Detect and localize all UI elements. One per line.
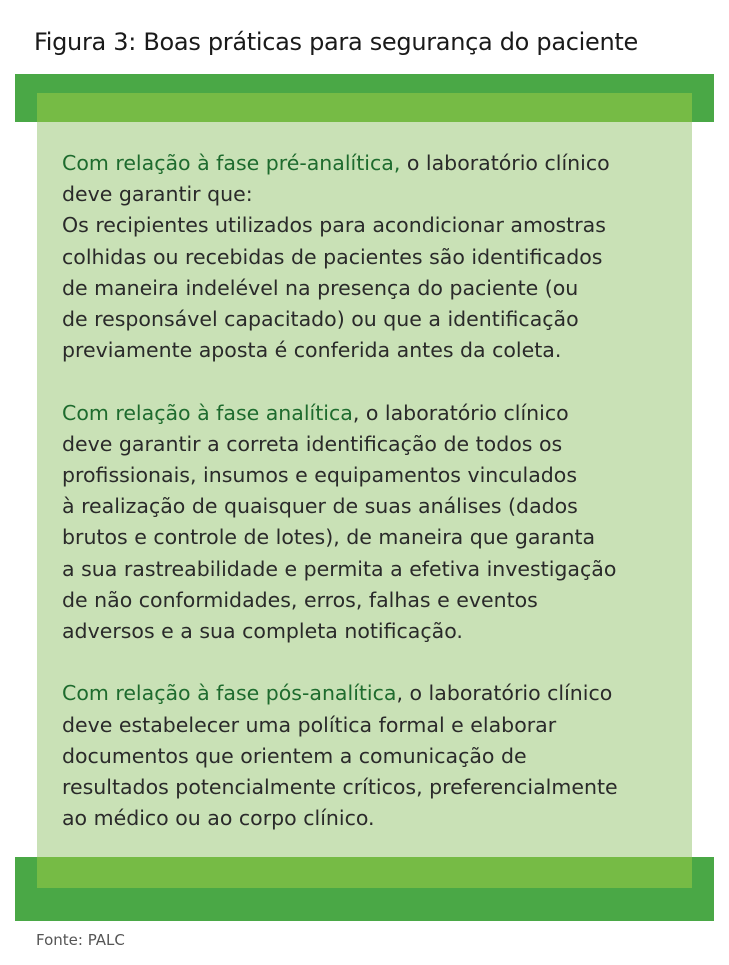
section-line: à realização de quaisquer de suas análises (dados (62, 494, 578, 519)
section-line (62, 678, 672, 709)
panel-content (62, 148, 672, 834)
section-line (62, 148, 672, 179)
section-text: o laboratório clínico (400, 151, 610, 175)
section-line: brutos e controle de lotes), de maneira que garanta (62, 525, 596, 550)
source-caption: Fonte: PALC (36, 931, 125, 949)
section-line: de maneira indelével na presença do paciente (ou (62, 275, 579, 300)
section-line: deve garantir a correta identificação de todos os (62, 431, 563, 456)
section-line: previamente aposta é conferida antes da coleta. (62, 338, 562, 363)
section-lead: Com relação à fase analítica (62, 400, 353, 425)
section-line: profissionais, insumos e equipamentos vinculados (62, 463, 578, 488)
section-analytical (62, 398, 672, 648)
section-text: , o laboratório clínico (396, 681, 613, 706)
section-text: , o laboratório clínico (352, 400, 569, 425)
section-line: colhidas ou recebidas de pacientes são identificados (62, 244, 603, 269)
section-line: Os recipientes utilizados para acondicionar amostras (62, 213, 606, 238)
section-line: a sua rastreabilidade e permita a efetiva investigação (62, 556, 617, 581)
section-line (62, 398, 672, 429)
section-line: ao médico ou ao corpo clínico. (62, 806, 375, 831)
figure-title: Figura 3: Boas práticas para segurança do paciente (34, 28, 638, 56)
section-line: de responsável capacitado) ou que a identificação (62, 307, 579, 332)
bottom-light-band (37, 857, 692, 888)
section-line: deve estabelecer uma política formal e elaborar (62, 712, 557, 737)
section-pre-analytical (62, 148, 672, 366)
section-lead: Com relação à fase pré-analítica, (62, 151, 401, 175)
info-panel (37, 122, 692, 857)
section-line: documentos que orientem a comunicação de (62, 743, 527, 768)
section-line: adversos e a sua completa notificação. (62, 619, 463, 644)
section-post-analytical (62, 678, 672, 834)
section-lead: Com relação à fase pós-analítica (62, 681, 397, 706)
section-line: deve garantir que: (62, 182, 253, 207)
top-light-band (37, 93, 692, 122)
section-line: de não conformidades, erros, falhas e eventos (62, 587, 538, 612)
section-line: resultados potencialmente críticos, preferencialmente (62, 775, 618, 800)
